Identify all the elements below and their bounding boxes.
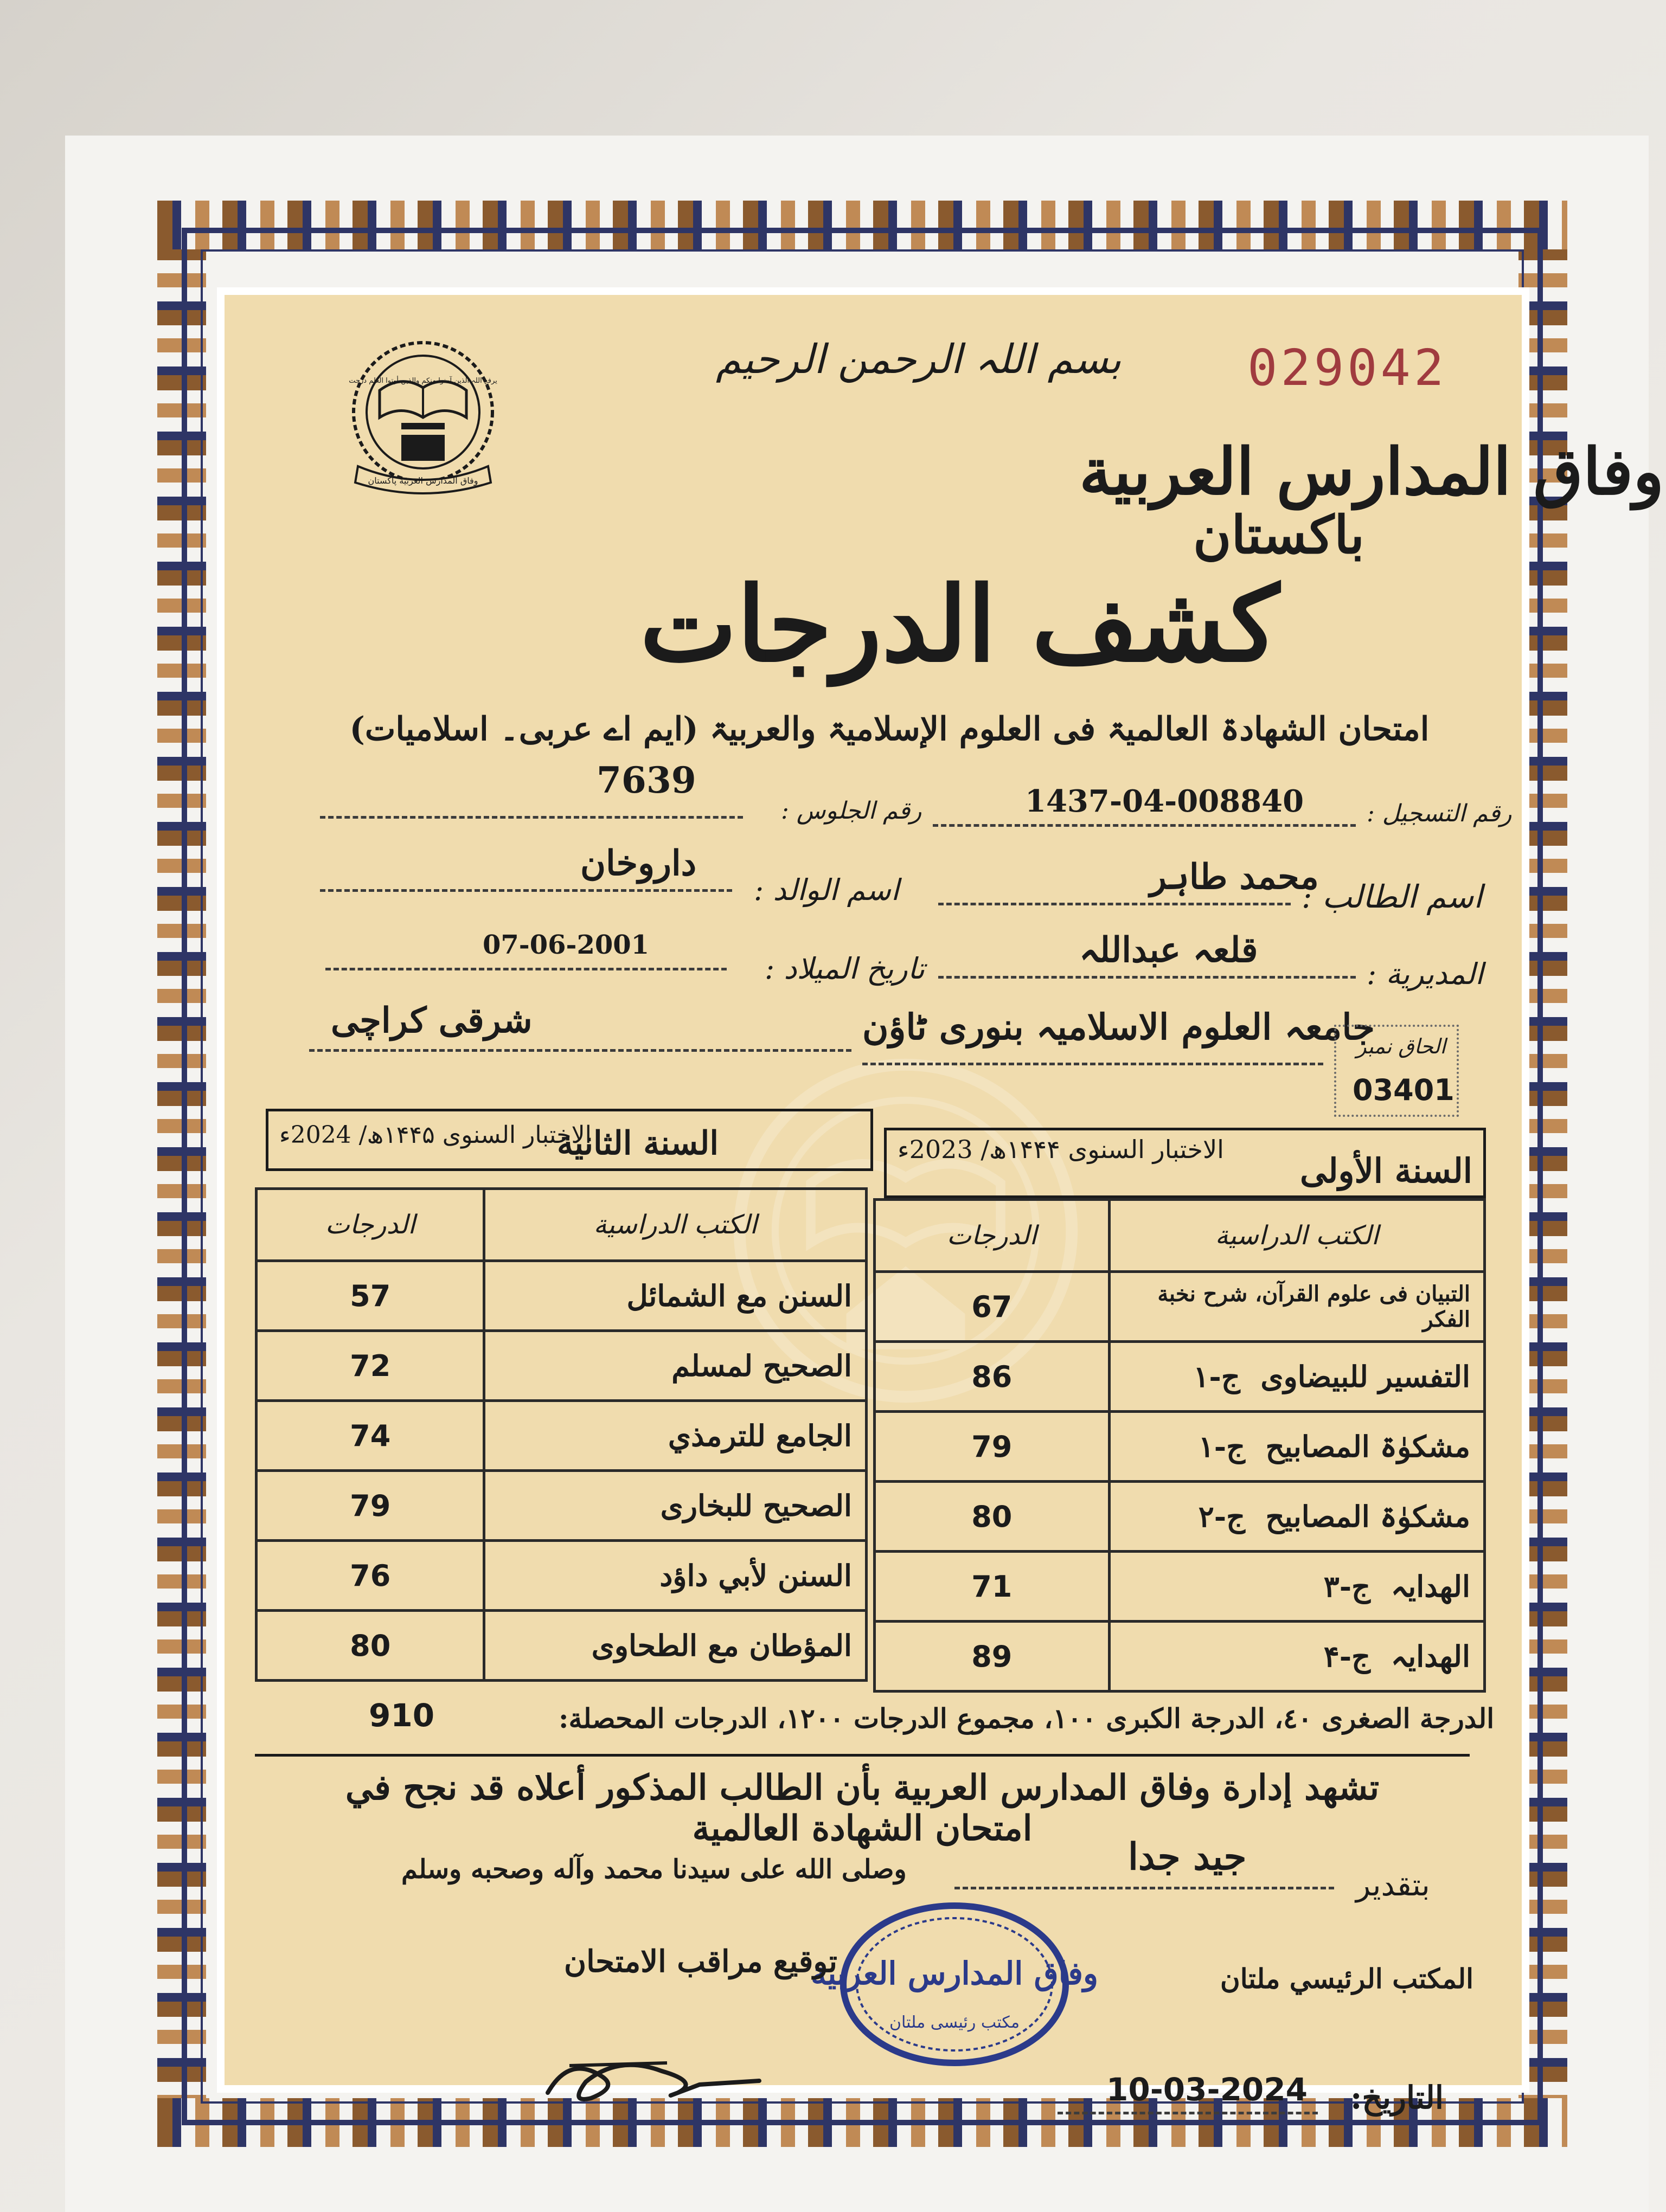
father-dots [320,889,732,892]
book-name: الجامع للترمذي [484,1401,867,1471]
summary-separator [255,1754,1470,1757]
book-name: السنن لأبي داؤد [484,1541,867,1611]
second-year-books-header: الكتب الدراسية [484,1189,867,1261]
book-mark: 80 [257,1611,484,1681]
affiliation-value: 03401 [1353,1073,1454,1107]
book-title: مشکوٰۃ المصابیح [1265,1429,1470,1464]
total-marks: 910 [369,1697,435,1734]
book-title: الهدایہ [1391,1569,1470,1604]
registration-value: 1437-04-008840 [1025,783,1304,819]
father-label: اسم الوالد : [754,873,899,907]
book-name: السنن مع الشمائل [484,1261,867,1331]
examiner-label: توقيع مراقب الامتحان [564,1944,837,1979]
city-dots [309,1049,851,1052]
organization-name: وفاق المدارس العربیة [1079,434,1664,509]
table-row [257,1401,867,1471]
second-year-header-row [257,1189,867,1261]
document-title: کشف الدرجات [640,564,1280,685]
book-mark: 86 [875,1342,1110,1412]
affiliation-box [1334,1025,1459,1117]
book-mark: 57 [257,1261,484,1331]
dob-label: تاریخ المیلاد : [765,951,925,986]
first-year-marks-header: الدرجات [875,1200,1110,1272]
table-row [875,1622,1485,1692]
book-name [1109,1552,1484,1622]
svg-text:مکتب رئیسی ملتان: مکتب رئیسی ملتان [889,2013,1020,2032]
date-dots [1058,2112,1318,2114]
book-title: الهدایہ [1391,1639,1470,1674]
table-row [257,1471,867,1541]
book-name [1109,1272,1484,1342]
first-year-header [884,1128,1486,1198]
institute-value: جامعہ العلوم الاسلامیہ بنوری ٹاؤن [862,1006,1375,1048]
svg-text:وفاق المدارس العربیة پاکستان: وفاق المدارس العربیة پاکستان [368,475,478,486]
city-value: شرقی کراچی [331,1000,533,1041]
district-label: المدیریة : [1367,957,1484,991]
first-year-label: السنة الأولى [1299,1151,1472,1191]
second-year-table [255,1187,868,1682]
date-label: التاريخ: [1350,2079,1444,2116]
table-row [875,1482,1485,1552]
book-part: ج-۱ [1193,1359,1240,1394]
book-name [1109,1342,1484,1412]
affiliation-label: الحاق نمبر [1356,1034,1446,1058]
district-dots [938,976,1356,979]
book-mark: 89 [875,1622,1110,1692]
book-mark: 71 [875,1552,1110,1622]
blessing-text: وصلى الله على سيدنا محمد وآله وصحبه وسلم [401,1854,907,1885]
book-name [1109,1412,1484,1482]
bismillah: بسم اللہ الرحمن الرحیم [716,336,1122,383]
book-name: الصحیح لمسلم [484,1331,867,1401]
table-row [875,1272,1485,1342]
grade-dots [954,1887,1334,1889]
book-name: المؤطان مع الطحاوی [484,1611,867,1681]
table-row [257,1261,867,1331]
second-year-exam: الاختبار السنوی ۱۴۴۵ھ/ 2024ء [279,1121,592,1149]
book-mark: 79 [257,1471,484,1541]
organization-logo [336,331,510,504]
office-label: المكتب الرئيسي ملتان [1220,1963,1474,1995]
dob-value: 07-06-2001 [483,930,650,960]
grade-label: بتقدير [1356,1868,1430,1903]
book-title: التفسیر للبیضاوی [1260,1359,1470,1394]
summary-text: الدرجة الصغرى ٤٠، الدرجة الكبرى ١٠٠، مجموع الدرجات ١٢٠٠، الدرجات المحصلة: [559,1702,1495,1734]
book-name [1109,1622,1484,1692]
book-part: ج-۲ [1198,1499,1245,1534]
student-label: اسم الطالب : [1302,878,1483,915]
student-value: محمد طاہر [1150,857,1319,897]
student-dots [938,903,1291,905]
second-year-label: السنة الثانية [557,1124,719,1162]
official-seal [811,1898,1098,2071]
first-year-books-header: الكتب الدراسية [1109,1200,1484,1272]
book-name: الصحیح للبخاری [484,1471,867,1541]
roll-label: رقم الجلوس : [781,797,922,825]
dob-dots [325,968,727,970]
second-year-header [266,1109,873,1171]
father-value: داروخان [580,843,697,884]
table-row [257,1331,867,1401]
book-mark: 80 [875,1482,1110,1552]
book-part: ج-۱ [1198,1429,1245,1464]
country-name: باکستان [1193,504,1365,565]
table-row [875,1552,1485,1622]
attestation-line: تشهد إدارة وفاق المدارس العربية بأن الطالب المذكور أعلاه قد نجح في امتحان الشهادة العالمية [345,1767,1380,1849]
date-value: 10-03-2024 [1106,2071,1308,2108]
examiner-signature [537,2033,765,2114]
second-year-marks-header: الدرجات [257,1189,484,1261]
book-mark: 74 [257,1401,484,1471]
roll-dots [320,816,743,819]
book-mark: 72 [257,1331,484,1401]
exam-name: امتحان الشھادۃ العالمیۃ فی العلوم الإسلامیۃ والعربیۃ (ایم اے عربی۔ اسلامیات) [349,710,1430,748]
book-part: ج-۴ [1323,1639,1371,1674]
book-mark: 79 [875,1412,1110,1482]
book-mark: 76 [257,1541,484,1611]
roll-value: 7639 [597,759,696,801]
grade-value: جید جدا [1128,1835,1247,1879]
district-value: قلعہ عبداللہ [1079,930,1258,970]
book-title: مشکوٰۃ المصابیح [1265,1499,1470,1534]
registration-label: رقم التسجیل : [1367,800,1512,827]
book-title: التبیان فی علوم القرآن، شرح نخبة الفکر [1157,1281,1470,1332]
serial-number: 029042 [1247,339,1447,397]
table-row [875,1412,1485,1482]
first-year-table [873,1198,1486,1693]
institute-dots [862,1063,1323,1065]
table-row [257,1541,867,1611]
book-mark: 67 [875,1272,1110,1342]
first-year-header-row [875,1200,1485,1272]
book-name [1109,1482,1484,1552]
svg-text:یرفع اللہ الذین آمنوا منکم وال: یرفع اللہ الذین آمنوا منکم والذین أوتوا العلم درجت [349,377,497,385]
table-row [257,1611,867,1681]
first-year-exam: الاختبار السنوی ۱۴۴۴ھ/ 2023ء [898,1135,1224,1164]
svg-text:وفاق المدارس العربیة: وفاق المدارس العربیة [811,1955,1098,1992]
table-row [875,1342,1485,1412]
registration-dots [933,824,1356,827]
book-part: ج-۳ [1323,1569,1371,1604]
